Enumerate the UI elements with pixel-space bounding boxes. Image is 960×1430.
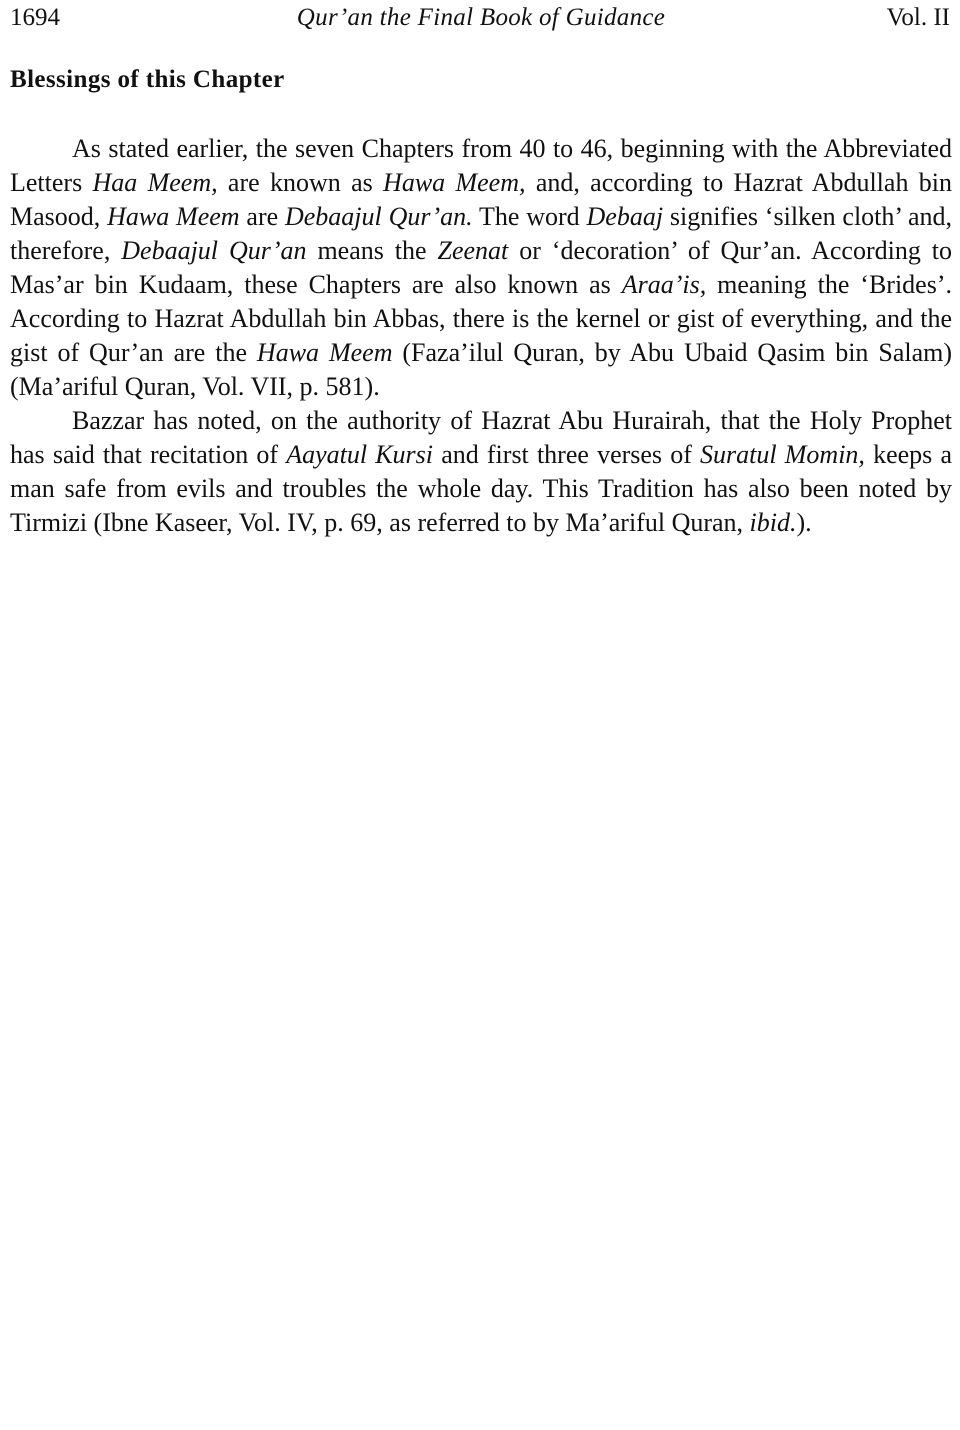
- text-run: meaning the ‘Brides’. According to Hazrat Abdullah bin Abbas, there is the kernel or gist of everything, and the gist of Qur’an are the: [10, 270, 952, 367]
- italic-term: Suratul Momin,: [700, 440, 865, 469]
- body-paragraph: [10, 132, 952, 404]
- text-run: signifies ‘silken cloth’ and, therefore,: [10, 202, 952, 265]
- text-run: are known as: [217, 168, 384, 197]
- volume-label: Vol. II: [886, 4, 950, 31]
- text-run: The word: [472, 202, 587, 231]
- text-run: Bazzar has noted, on the authority of Hazrat Abu Hurairah, that the Holy Prophet has said that recitation of: [10, 406, 952, 469]
- text-run: and, according to Hazrat Abdullah bin Masood,: [10, 168, 952, 231]
- page-number: 1694: [10, 4, 60, 31]
- book-page: [10, 0, 952, 540]
- italic-term: Debaajul Qur’an.: [284, 202, 473, 231]
- text-run: keeps a man safe from evils and troubles the whole day. This Tradition has also been noted by Tirmizi (Ibne Kaseer, Vol. IV, p. 69, as referred to by Ma’ariful Quran,: [10, 440, 952, 537]
- italic-term: Hawa Meem,: [383, 168, 526, 197]
- italic-term: Hawa Meem: [256, 338, 393, 367]
- text-run: means the: [306, 236, 438, 265]
- italic-term: Araa’is,: [621, 270, 707, 299]
- book-title: Qur’an the Final Book of Guidance: [296, 4, 666, 31]
- body-paragraph: [10, 404, 952, 540]
- italic-term: ibid.: [749, 508, 797, 537]
- italic-term: Hawa Meem: [107, 202, 240, 231]
- text-run: As stated earlier, the seven Chapters from 40 to 46, beginning with the Abbreviated Letters: [10, 134, 952, 197]
- text-run: or ‘decoration’ of Qur’an. According to Mas’ar bin Kudaam, these Chapters are also known as: [10, 236, 952, 299]
- text-run: are: [239, 202, 285, 231]
- italic-term: Zeenat: [437, 236, 509, 265]
- italic-term: Debaajul Qur’an: [121, 236, 307, 265]
- section-heading: Blessings of this Chapter: [10, 66, 285, 93]
- body-text: [10, 132, 952, 540]
- text-run: and first three verses of: [433, 440, 701, 469]
- text-run: ).: [796, 508, 812, 537]
- italic-term: Haa Meem,: [92, 168, 218, 197]
- italic-term: Aayatul Kursi: [286, 440, 434, 469]
- text-run: (Faza’ilul Quran, by Abu Ubaid Qasim bin Salam) (Ma’ariful Quran, Vol. VII, p. 581).: [10, 338, 952, 401]
- italic-term: Debaaj: [586, 202, 664, 231]
- running-header: [10, 0, 952, 36]
